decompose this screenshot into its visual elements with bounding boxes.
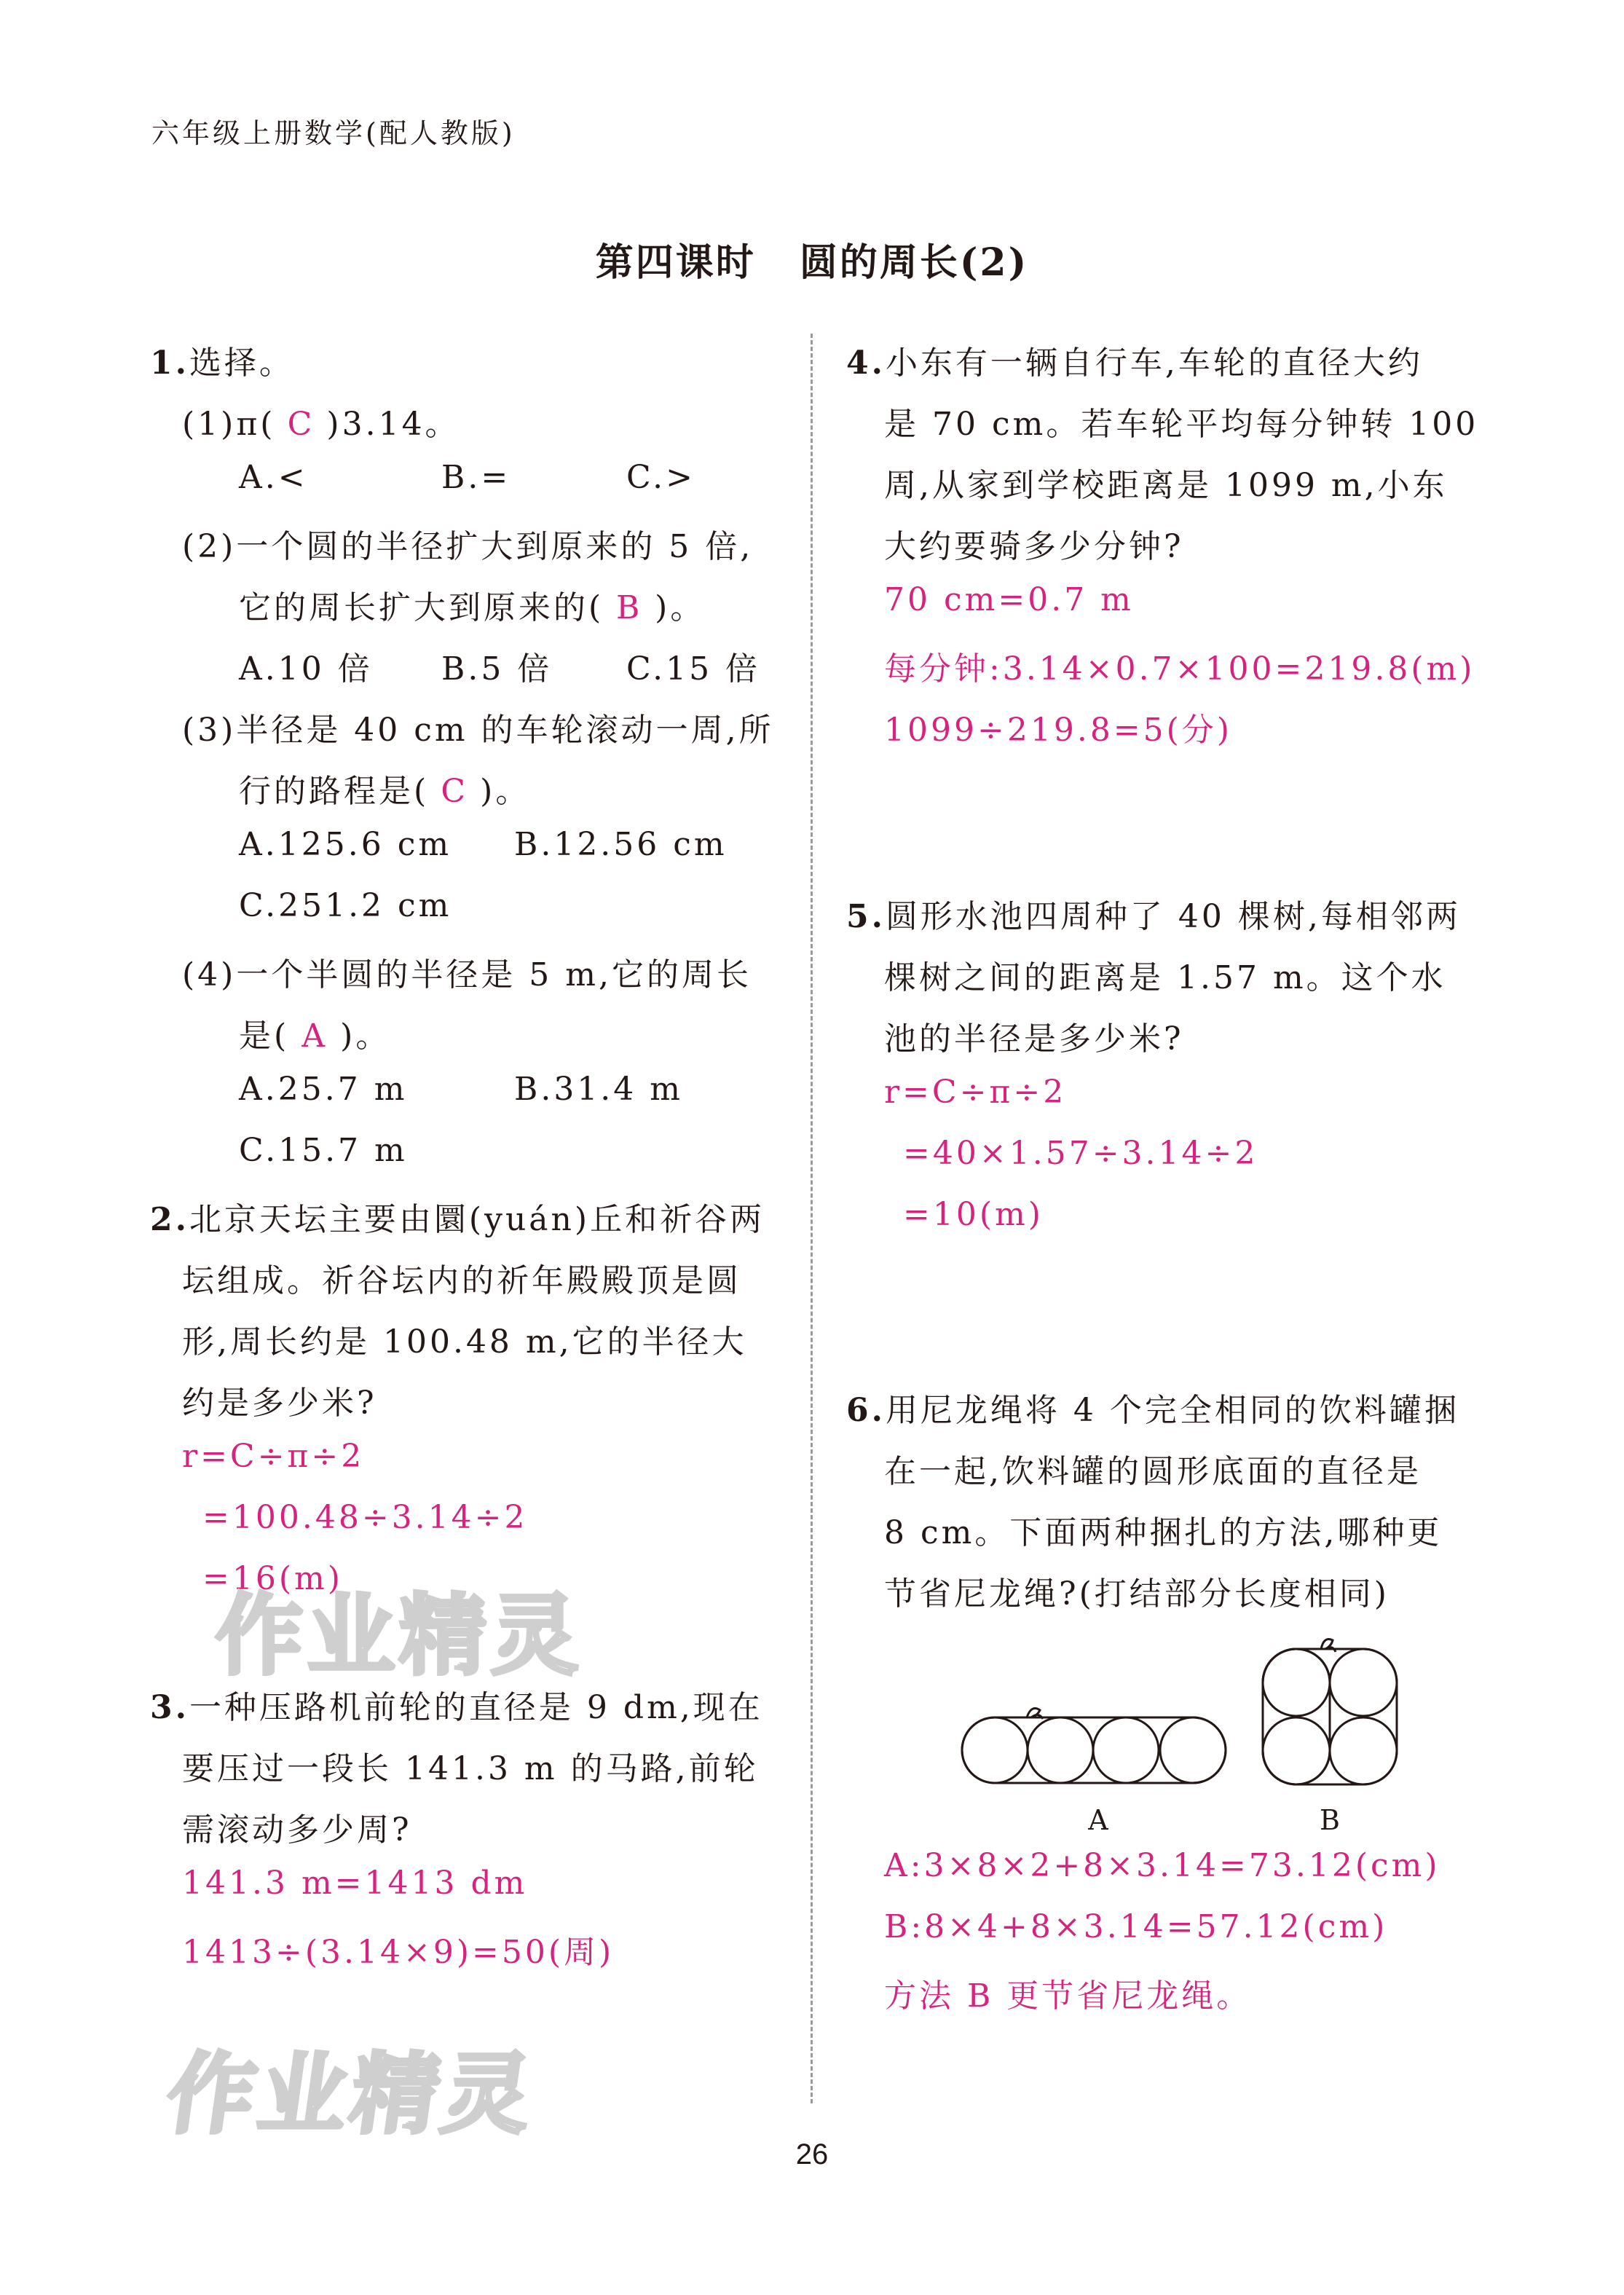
q3-line-1: 3.一种压路机前轮的直径是 9 dm,现在 [150, 1689, 763, 1726]
q4-answer-3: 1099÷219.8=5(分) [884, 712, 1232, 749]
q5-line-3: 池的半径是多少米? [884, 1020, 1184, 1058]
q2-line-1: 2.北京天坛主要由圜(yuán)丘和祈谷两 [150, 1201, 765, 1238]
q1-s4-line1: (4)一个半圆的半径是 5 m,它的周长 [182, 956, 752, 993]
bundle-a-can-1 [962, 1717, 1028, 1783]
q1-s2-line2: 它的周长扩大到原来的( B )。 [239, 589, 706, 626]
q1-s3-line1: (3)半径是 40 cm 的车轮滚动一周,所 [182, 712, 774, 749]
q1-s1-option-a: A.< [239, 459, 308, 496]
q1-s2-option-b: B.5 倍 [441, 650, 553, 688]
q1-s3-option-c: C.251.2 cm [239, 887, 452, 924]
q3-answer-1: 141.3 m=1413 dm [182, 1865, 528, 1902]
q4-line-1: 4.小东有一辆自行车,车轮的直径大约 [846, 345, 1423, 382]
bundle-a-can-3 [1093, 1717, 1159, 1783]
page-number: 26 [795, 2138, 829, 2170]
q1-s4-option-c: C.15.7 m [239, 1132, 408, 1169]
q1-s4-line2: 是( A )。 [239, 1017, 391, 1055]
q5-answer-2: =40×1.57÷3.14÷2 [903, 1135, 1258, 1172]
q6-line-1: 6.用尼龙绳将 4 个完全相同的饮料罐捆 [846, 1392, 1459, 1429]
q2-line-3: 形,周长约是 100.48 m,它的半径大 [182, 1323, 747, 1361]
figure-label-a: A [1088, 1804, 1108, 1835]
q3-line-2: 要压过一段长 141.3 m 的马路,前轮 [182, 1750, 759, 1787]
watermark-1: 作业精灵 [216, 1587, 583, 1685]
q3-answer-2: 1413÷(3.14×9)=50(周) [182, 1934, 615, 1971]
q4-line-2: 是 70 cm。若车轮平均每分钟转 100 [884, 406, 1479, 443]
q5-answer-3: =10(m) [903, 1196, 1044, 1233]
bundle-a-figure [962, 1709, 1226, 1783]
column-divider [811, 334, 813, 2103]
page-header: 六年级上册数学(配人教版) [151, 117, 516, 149]
q1-s3-option-b: B.12.56 cm [514, 826, 728, 863]
q2-answer-3: =16(m) [202, 1560, 343, 1597]
q1-s1-answer: C [287, 406, 315, 443]
q2-answer-1: r=C÷π÷2 [182, 1438, 365, 1475]
q6-line-2: 在一起,饮料罐的圆形底面的直径是 [884, 1453, 1422, 1490]
q5-line-1: 5.圆形水池四周种了 40 棵树,每相邻两 [846, 898, 1461, 935]
q1-s4-answer: A [301, 1017, 328, 1055]
q1-s2-answer: B [616, 589, 643, 626]
q1-s2-option-a: A.10 倍 [239, 650, 373, 688]
figure-label-b: B [1320, 1804, 1340, 1835]
q1-s2-line1: (2)一个圆的半径扩大到原来的 5 倍, [182, 528, 754, 565]
q1-s4-option-a: A.25.7 m [239, 1071, 408, 1108]
q4-line-3: 周,从家到学校距离是 1099 m,小东 [884, 467, 1448, 504]
q1-s3-line2: 行的路程是( C )。 [239, 773, 531, 810]
q2-line-2: 坛组成。祈谷坛内的祈年殿殿顶是圆 [182, 1262, 741, 1299]
q1-stem: 1.选择。 [150, 345, 294, 382]
q1-s1-option-b: B.= [441, 459, 511, 496]
q6-answer-1: A:3×8×2+8×3.14=73.12(cm) [884, 1847, 1440, 1884]
q1-s2-option-c: C.15 倍 [626, 650, 761, 688]
lesson-title [0, 232, 1624, 286]
q1-s1: (1)π( C )3.14。 [182, 406, 460, 443]
bundle-a-can-2 [1028, 1717, 1093, 1783]
q1-s4-option-b: B.31.4 m [514, 1071, 683, 1108]
q6-line-3: 8 cm。下面两种捆扎的方法,哪种更 [884, 1514, 1443, 1551]
q6-answer-2: B:8×4+8×3.14=57.12(cm) [884, 1908, 1388, 1945]
q2-answer-2: =100.48÷3.14÷2 [202, 1499, 528, 1536]
q5-answer-1: r=C÷π÷2 [884, 1074, 1067, 1111]
q6-line-4: 节省尼龙绳?(打结部分长度相同) [884, 1575, 1390, 1613]
lesson-topic: 圆的周长(2) [799, 240, 1029, 285]
q5-line-2: 棵树之间的距离是 1.57 m。这个水 [884, 959, 1446, 996]
q1-s1-option-c: C.> [626, 459, 695, 496]
q4-answer-2: 每分钟:3.14×0.7×100=219.8(m) [884, 650, 1475, 688]
lesson-number: 第四课时 [595, 240, 756, 285]
q6-answer-3: 方法 B 更节省尼龙绳。 [884, 1977, 1252, 2015]
can-bundling-figure [947, 1631, 1500, 1835]
bundle-a-can-4 [1160, 1717, 1226, 1783]
q2-line-4: 约是多少米? [182, 1385, 377, 1422]
q4-line-4: 大约要骑多少分钟? [884, 528, 1184, 565]
watermark-2: 作业精灵 [161, 2046, 543, 2144]
q4-answer-1: 70 cm=0.7 m [884, 581, 1134, 618]
q1-s3-option-a: A.125.6 cm [239, 826, 452, 863]
bundle-b-figure [1263, 1639, 1397, 1785]
q1-s3-answer: C [441, 773, 468, 810]
q3-line-3: 需滚动多少周? [182, 1811, 412, 1849]
